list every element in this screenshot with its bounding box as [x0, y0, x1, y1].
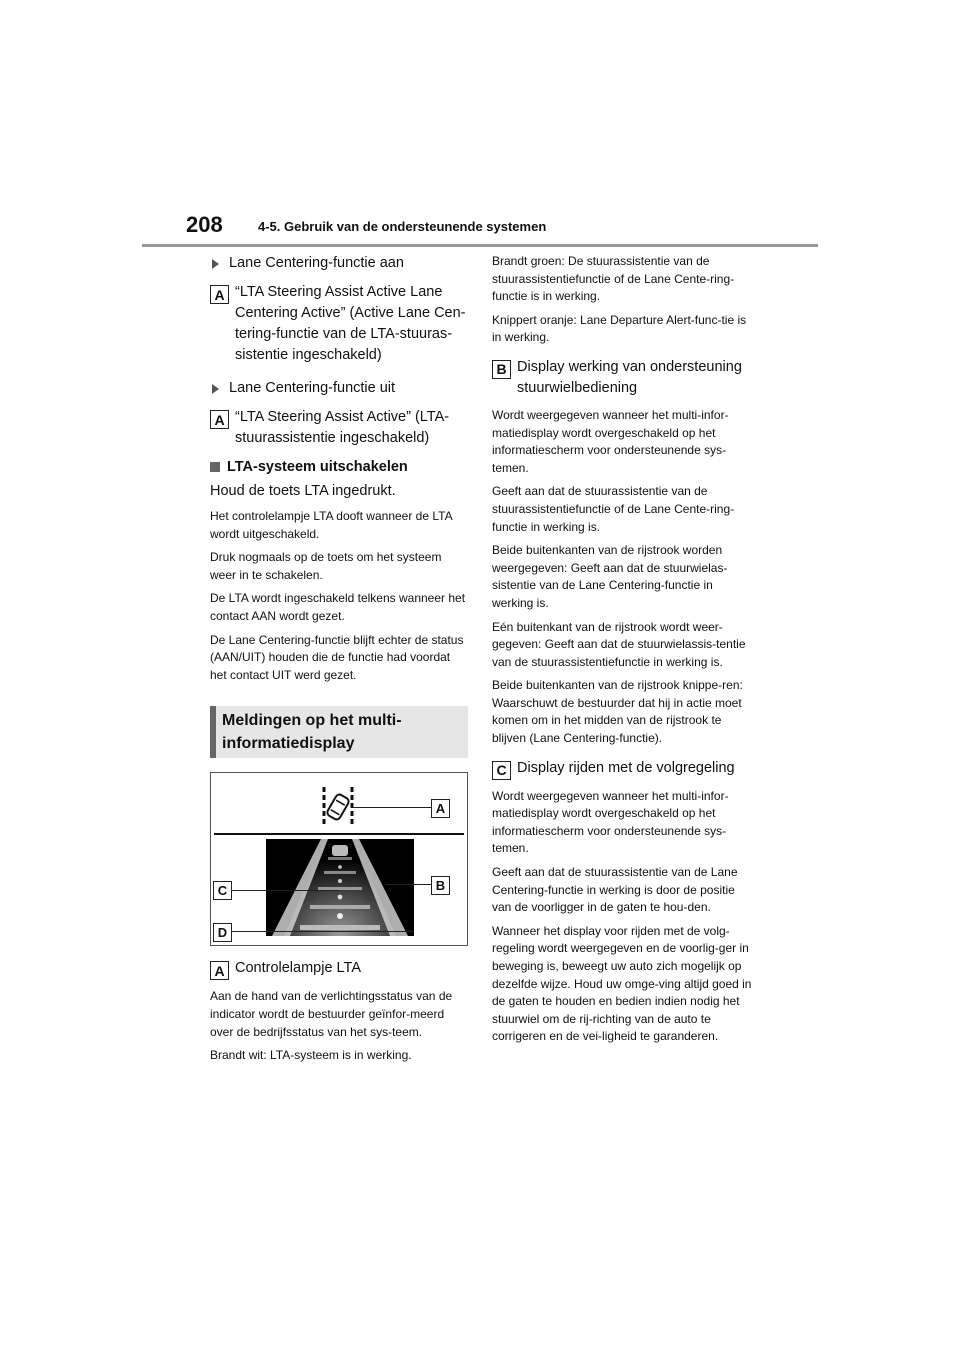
labeled-item-text: Display rijden met de volgregeling [517, 759, 735, 776]
labeled-item [210, 282, 470, 366]
subheading [210, 459, 470, 475]
label-box: C [492, 761, 511, 780]
section-heading-bar [210, 706, 216, 758]
display-illustration [210, 772, 468, 946]
paragraph: Wordt weergegeven wanneer het multi-infor-matiedisplay wordt overgeschakeld op het informatiescherm voor ondersteunende sys-temen. [492, 407, 729, 475]
callout-a: A [431, 799, 450, 818]
bullet-text: Lane Centering-functie uit [229, 380, 396, 396]
bullet-text: Lane Centering-functie aan [229, 255, 404, 271]
paragraph: Wordt weergegeven wanneer het multi-infor-matiedisplay wordt overgeschakeld op het informatiescherm voor ondersteunende sys-temen. [492, 788, 729, 856]
display-screen [266, 839, 414, 936]
header-rule [142, 244, 818, 247]
label-box: A [210, 285, 229, 304]
paragraph: Het controlelampje LTA dooft wanneer de LTA wordt uitgeschakeld. [210, 509, 452, 541]
label-box: B [492, 360, 511, 379]
labeled-item-text: “LTA Steering Assist Active” (LTA-stuurassistentie ingeschakeld) [235, 409, 450, 446]
callout-leader [353, 807, 431, 808]
paragraph: Aan de hand van de verlichtingsstatus van de indicator wordt de bestuurder geïnfor-meerd over de bedrijfsstatus van het sys-teem. [210, 989, 453, 1039]
lta-indicator-icon [321, 785, 355, 827]
section-heading-box [210, 706, 468, 758]
callout-leader [386, 884, 431, 885]
callout-d: D [213, 923, 232, 942]
figure-divider [214, 833, 464, 835]
callout-leader [231, 890, 339, 891]
labeled-item [492, 357, 754, 399]
labeled-item-text: Controlelampje LTA [235, 960, 361, 977]
bullet-item [212, 253, 470, 274]
bullet-item [212, 378, 470, 399]
labeled-item [210, 407, 470, 449]
label-box: A [210, 961, 229, 980]
paragraph: Geeft aan dat de stuurassistentie van de Lane Centering-functie in werking is door de positie van de voorligger in de gaten te hou-den. [492, 865, 738, 915]
page-number: 208 [186, 212, 223, 237]
paragraph: Knippert oranje: Lane Departure Alert-func-tie is in werking. [492, 312, 747, 345]
section-title: Meldingen op het multi- informatiedisplay [222, 712, 402, 753]
paragraph: De Lane Centering-functie blijft echter de status (AAN/UIT) houden die de functie had voordat het contact UIT werd gezet. [210, 632, 464, 682]
paragraph: Wanneer het display voor rijden met de volg-regeling wordt weergegeven en de voorlig-ger in beweging is, beweegt uw auto zich mogelijk op dezelfde wijze. Houd uw omge-ving altijd goed in de gaten te houden en bedien indien nodig het stuurwiel om de rij-richting van de auto te corrigeren en de vei-ligheid te garanderen. [492, 923, 752, 1044]
callout-c: C [213, 881, 232, 900]
callout-b: B [431, 876, 450, 895]
paragraph: De LTA wordt ingeschakeld telkens wanneer het contact AAN wordt gezet. [210, 591, 466, 623]
paragraph: Druk nogmaals op de toets om het systeem weer in te schakelen. [210, 550, 442, 582]
running-header: 4-5. Gebruik van de ondersteunende systemen [258, 219, 547, 234]
right-column [492, 253, 754, 1052]
labeled-item [210, 958, 470, 980]
labeled-item-text: Display werking van ondersteuning stuurwielbediening [517, 358, 742, 396]
left-column [210, 253, 470, 1071]
paragraph: Brandt wit: LTA-systeem is in werking. [210, 1048, 412, 1063]
triangle-bullet-icon [212, 259, 219, 269]
label-box: A [210, 410, 229, 429]
subheading-text: LTA-systeem uitschakelen [227, 459, 408, 475]
paragraph: Geeft aan dat de stuurassistentie van de stuurassistentiefunctie of de Lane Cente-ring-functie in werking is. [492, 484, 735, 534]
paragraph: Eén buitenkant van de rijstrook wordt weer-gegeven: Geeft aan dat de stuurwielassis-tentie van de stuurassistentiefunctie in werking is. [492, 619, 746, 669]
square-bullet-icon [210, 462, 220, 472]
paragraph: Beide buitenkanten van de rijstrook knippe-ren: Waarschuwt de bestuurder dat hij in actie moet komen om in het midden van de rijstrook te blijven (Lane Centering-functie). [492, 678, 743, 746]
callout-leader [231, 931, 413, 932]
triangle-bullet-icon [212, 384, 219, 394]
labeled-item [492, 758, 754, 780]
paragraph: Brandt groen: De stuurassistentie van de stuurassistentiefunctie of de Lane Cente-ring-functie is in werking. [492, 254, 735, 304]
paragraph: Beide buitenkanten van de rijstrook worden weergegeven: Geeft aan dat de stuurwielas-sistentie van de Lane Centering-functie in werking is. [492, 543, 728, 610]
labeled-item-text: “LTA Steering Assist Active Lane Centering Active” (Active Lane Cen-tering-functie van de LTA-stuuras-sistentie ingeschakeld) [235, 284, 466, 363]
paragraph: Houd de toets LTA ingedrukt. [210, 483, 396, 499]
